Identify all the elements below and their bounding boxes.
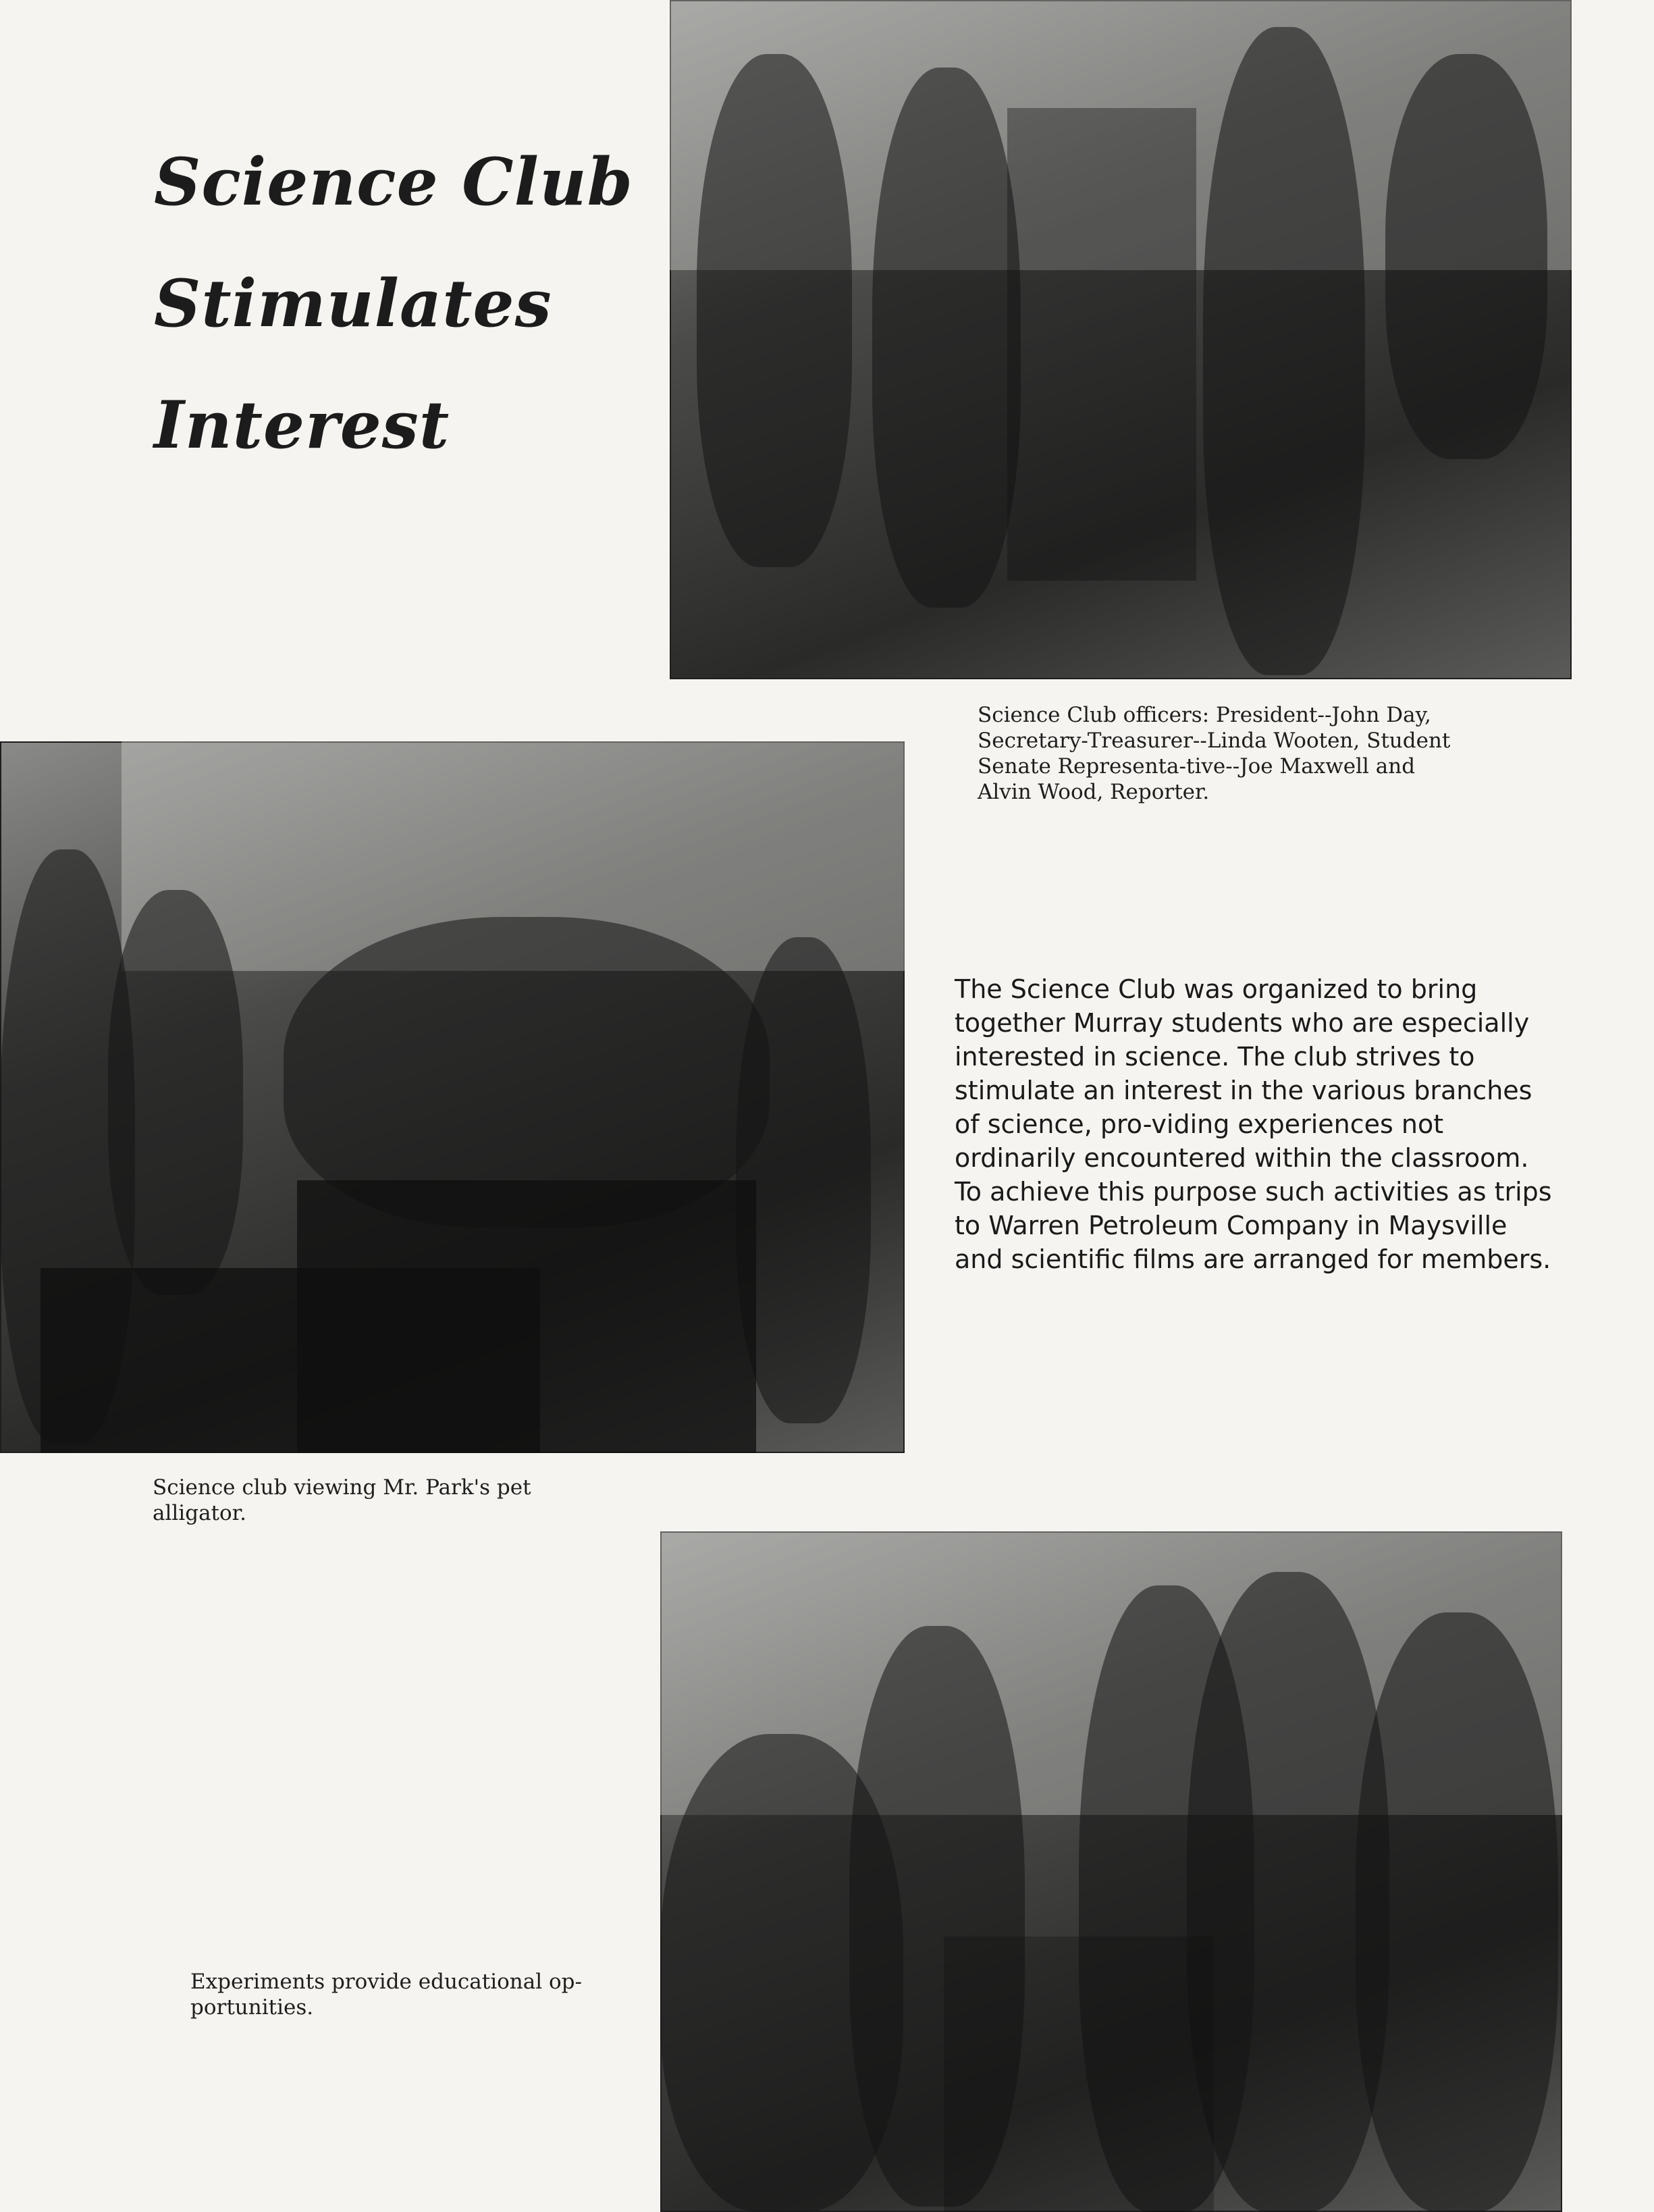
experiments-photo	[660, 1531, 1562, 2212]
experiments-caption: Experiments provide educational op-portunities.	[190, 1970, 582, 2020]
title-line-3: Interest	[154, 387, 450, 463]
body-paragraph: The Science Club was organized to bring together Murray students who are especially interested in science. The club strives to stimulate an interest in the various branches of science, pro-viding experiences not ordinarily encountered within the classroom. To achieve this purpose such activities as trips to Warren Petroleum Company in Maysville and scientific films are arranged for members.	[955, 974, 1552, 1274]
alligator-photo	[0, 741, 905, 1453]
officers-caption: Science Club officers: President--John Day, Secretary-Treasurer--Linda Wooten, Student Senate Representa-tive--Joe Maxwell and Alvin Wood, Reporter.	[978, 703, 1451, 804]
page-title	[154, 122, 640, 486]
title-line-2: Stimulates	[154, 265, 552, 342]
officers-photo	[670, 0, 1572, 679]
title-line-1: Science Club	[154, 144, 633, 220]
alligator-caption: Science club viewing Mr. Park's pet alligator.	[153, 1475, 531, 1525]
